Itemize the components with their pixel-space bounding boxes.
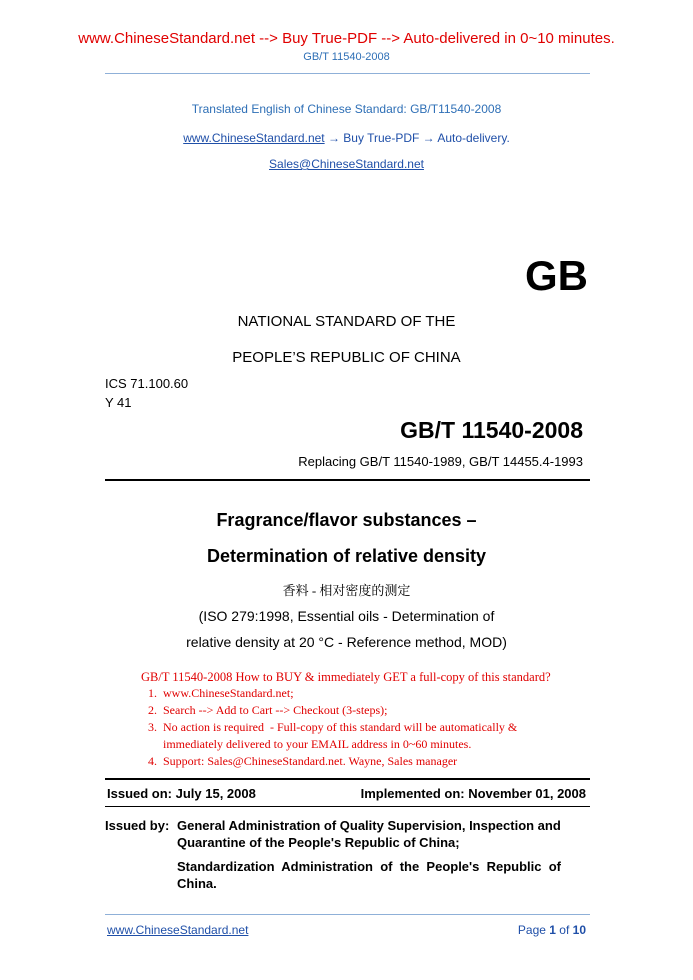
iso-line1: (ISO 279:1998, Essential oils - Determination of xyxy=(198,608,495,624)
buy-text: → Buy True-PDF → Auto-delivery. xyxy=(324,131,510,145)
dates-bottom-rule xyxy=(105,806,590,807)
page-prefix: Page xyxy=(517,923,550,937)
issuer-line3: Standardization Administration of the People's Republic of xyxy=(177,859,561,874)
buy-line xyxy=(0,131,693,145)
translated-line: Translated English of Chinese Standard: GB/T11540-2008 xyxy=(191,102,502,116)
page-number xyxy=(518,923,586,937)
issuer-line2: Quarantine of the People's Republic of China; xyxy=(177,835,460,850)
header-banner: www.ChineseStandard.net --> Buy True-PDF --> Auto-delivered in 0~10 minutes. xyxy=(78,30,615,47)
issued-by-label: Issued by: xyxy=(105,818,170,833)
site-link[interactable]: www.ChineseStandard.net xyxy=(183,131,325,145)
national-line1: NATIONAL STANDARD OF THE xyxy=(237,313,456,330)
iso-line2: relative density at 20 °C - Reference method, MOD) xyxy=(186,634,507,650)
gb-mark: GB xyxy=(525,252,588,299)
issuer-line1: General Administration of Quality Supervision, Inspection and xyxy=(177,818,561,833)
implemented-date: Implemented on: November 01, 2008 xyxy=(360,786,586,801)
footer-site-link[interactable]: www.ChineseStandard.net xyxy=(107,923,249,937)
replacing-line: Replacing GB/T 11540-1989, GB/T 14455.4-1993 xyxy=(298,454,583,469)
sales-email-link[interactable]: Sales@ChineseStandard.net xyxy=(269,157,424,171)
chinese-title: 香料 - 相对密度的测定 xyxy=(282,583,411,598)
ics-code: ICS 71.100.60 xyxy=(105,376,189,391)
issuer-line4: China. xyxy=(177,876,217,891)
buy-item-3: 3. No action is required - Full-copy of this standard will be automatically & xyxy=(148,720,518,734)
page-of: of xyxy=(555,923,573,937)
buy-item-1: 1. www.ChineseStandard.net; xyxy=(148,686,294,700)
sales-line xyxy=(0,157,693,171)
footer-site-wrap xyxy=(107,923,248,937)
header-code: GB/T 11540-2008 xyxy=(303,51,390,63)
national-line2: PEOPLE’S REPUBLIC OF CHINA xyxy=(232,349,461,366)
title-line1: Fragrance/flavor substances – xyxy=(216,510,477,530)
y-code: Y 41 xyxy=(105,395,132,410)
page-total: 10 xyxy=(572,923,586,937)
buy-item-2: 2. Search --> Add to Cart --> Checkout (3-steps); xyxy=(148,703,388,717)
buy-item-4: 4. Support: Sales@ChineseStandard.net. Wayne, Sales manager xyxy=(148,754,458,768)
buy-item-3-cont: immediately delivered to your EMAIL address in 0~60 minutes. xyxy=(148,737,472,751)
header-rule xyxy=(105,73,590,74)
page-current: 1 xyxy=(549,923,556,937)
title-line2: Determination of relative density xyxy=(206,546,487,566)
standard-number: GB/T 11540-2008 xyxy=(400,417,583,443)
footer-rule xyxy=(105,914,590,915)
issued-date: Issued on: July 15, 2008 xyxy=(107,786,256,801)
title-rule xyxy=(105,479,590,481)
dates-top-rule xyxy=(105,778,590,780)
buy-heading: GB/T 11540-2008 How to BUY & immediately GET a full-copy of this standard? xyxy=(141,670,551,684)
